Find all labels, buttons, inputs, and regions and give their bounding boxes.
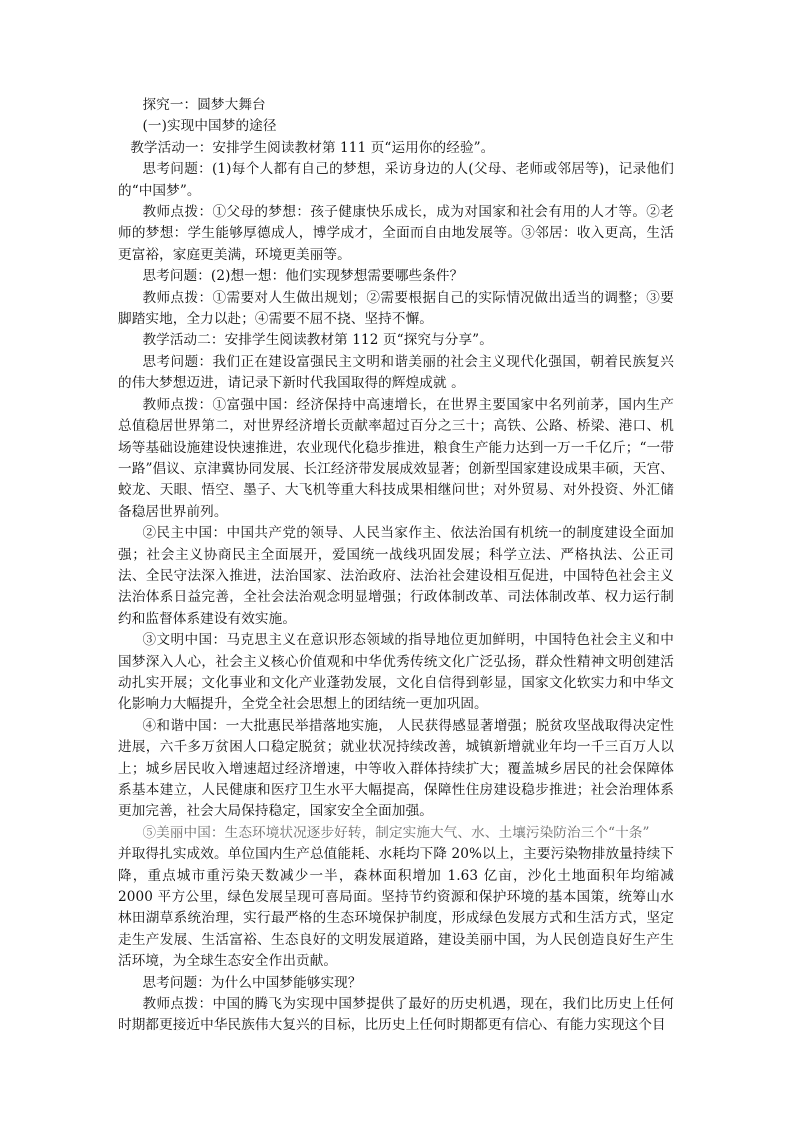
teaching-activity-1: 教学活动一：安排学生阅读教材第 111 页“运用你的经验”。: [130, 139, 495, 156]
teacher-guidance-4: 教师点拨：中国的腾飞为实现中国梦提供了最好的历史机遇，现在，我们比历史上任何时期都更接近中华民族伟大复兴的目标，比历史上任何时期都更有信心、有能力实现这个目: [118, 996, 674, 1034]
subsection-heading: (一)实现中国梦的途径: [142, 118, 277, 135]
democratic-china-paragraph: ②民主中国：中国共产党的领导、人民当家作主、依法治国有机统一的制度建设全面加强；社会主义协商民主全面展开，爱国统一战线巩固发展；科学立法、严格执法、公正司法、全民守法深入推进，法治国家、法治政府、法治社会建设相互促进，中国特色社会主义法治体系日益完善，全社会法治观念明显增强；行政体制改革、司法体制改革、权力运行制约和监督体系建设有效实施。: [118, 525, 674, 627]
teacher-guidance-2: 教师点拨：①需要对人生做出规划；②需要根据自己的实际情况做出适当的调整；③要脚踏实地，全力以赴；④需要不屈不挠、坚持不懈。: [118, 289, 674, 328]
document-page: [118, 95, 674, 1037]
question-2: 思考问题：(2)想一想：他们实现梦想需要哪些条件？: [142, 268, 464, 285]
teaching-activity-2: 教学活动二：安排学生阅读教材第 112 页“探究与分享”。: [142, 332, 493, 349]
question-4: 思考问题：为什么中国梦能够实现？: [142, 974, 362, 991]
harmonious-china-paragraph: ④和谐中国：一大批惠民举措落地实施， 人民获得感显著增强；脱贫攻坚战取得决定性进展，六千多万贫困人口稳定脱贫；就业状况持续改善，城镇新增就业年均一千三百万人以上；城乡居民收入增速超过经济增速，中等收入群体持续扩大；覆盖城乡居民的社会保障体系基本建立，人民健康和医疗卫生水平大幅提高，保障性住房建设稳步推进；社会治理体系更加完善，社会大局保持稳定，国家安全全面加强。: [118, 717, 674, 820]
question-3: 思考问题：我们正在建设富强民主文明和谐美丽的社会主义现代化强国，朝着民族复兴的伟大梦想迈进，请记录下新时代我国取得的辉煌成就 。: [118, 353, 674, 392]
question-1: 思考问题：(1)每个人都有自己的梦想，采访身边的人(父母、老师或邻居等)，记录他们的“中国梦”。: [118, 161, 674, 199]
beautiful-china-lead: ⑤美丽中国：生态环境状况逐步好转，制定实施大气、水、土壤污染防治三个“十条”: [142, 824, 650, 841]
beautiful-china-paragraph: 并取得扎实成效。单位国内生产总值能耗、水耗均下降 20%以上，主要污染物排放量持续下降，重点城市重污染天数减少一半，森林面积增加 1.63 亿亩，沙化土地面积年均缩减 2000 平方公里，绿色发展呈现可喜局面。坚持节约资源和保护环境的基本国策，统筹山水林田湖草系统治理，实行最严格的生态环境保护制度，形成绿色发展方式和生活方式，坚定走生产发展、生活富裕、生态良好的文明发展道路，建设美丽中国，为人民创造良好生产生活环境，为全球生态安全作出贡献。: [118, 846, 674, 970]
civilized-china-paragraph: ③文明中国：马克思主义在意识形态领域的指导地位更加鲜明，中国特色社会主义和中国梦深入人心，社会主义核心价值观和中华优秀传统文化广泛弘扬，群众性精神文明创建活动扎实开展；文化事业和文化产业蓬勃发展，文化自信得到彰显，国家文化软实力和中华文化影响力大幅提升，全党全社会思想上的团结统一更加巩固。: [118, 632, 674, 713]
teacher-guidance-prosperous-china: 教师点拨：①富强中国：经济保持中高速增长，在世界主要国家中名列前茅，国内生产总值稳居世界第二，对世界经济增长贡献率超过百分之三十；高铁、公路、桥梁、港口、机场等基础设施建设快速推进，农业现代化稳步推进，粮食生产能力达到一万一千亿斤；“一带一路”倡议、京津冀协同发展、长江经济带发展成效显著；创新型国家建设成果丰硕，天宫、蛟龙、天眼、悟空、墨子、大飞机等重大科技成果相继问世；对外贸易、对外投资、外汇储备稳居世界前列。: [118, 396, 674, 520]
teacher-guidance-1: 教师点拨：①父母的梦想：孩子健康快乐成长，成为对国家和社会有用的人才等。②老师的梦想：学生能够厚德成人，博学成才，全面而自由地发展等。③邻居：收入更高，生活更富裕，家庭更美满，环境更美丽等。: [118, 204, 674, 263]
section-heading: 探究一：圆梦大舞台: [142, 97, 266, 113]
